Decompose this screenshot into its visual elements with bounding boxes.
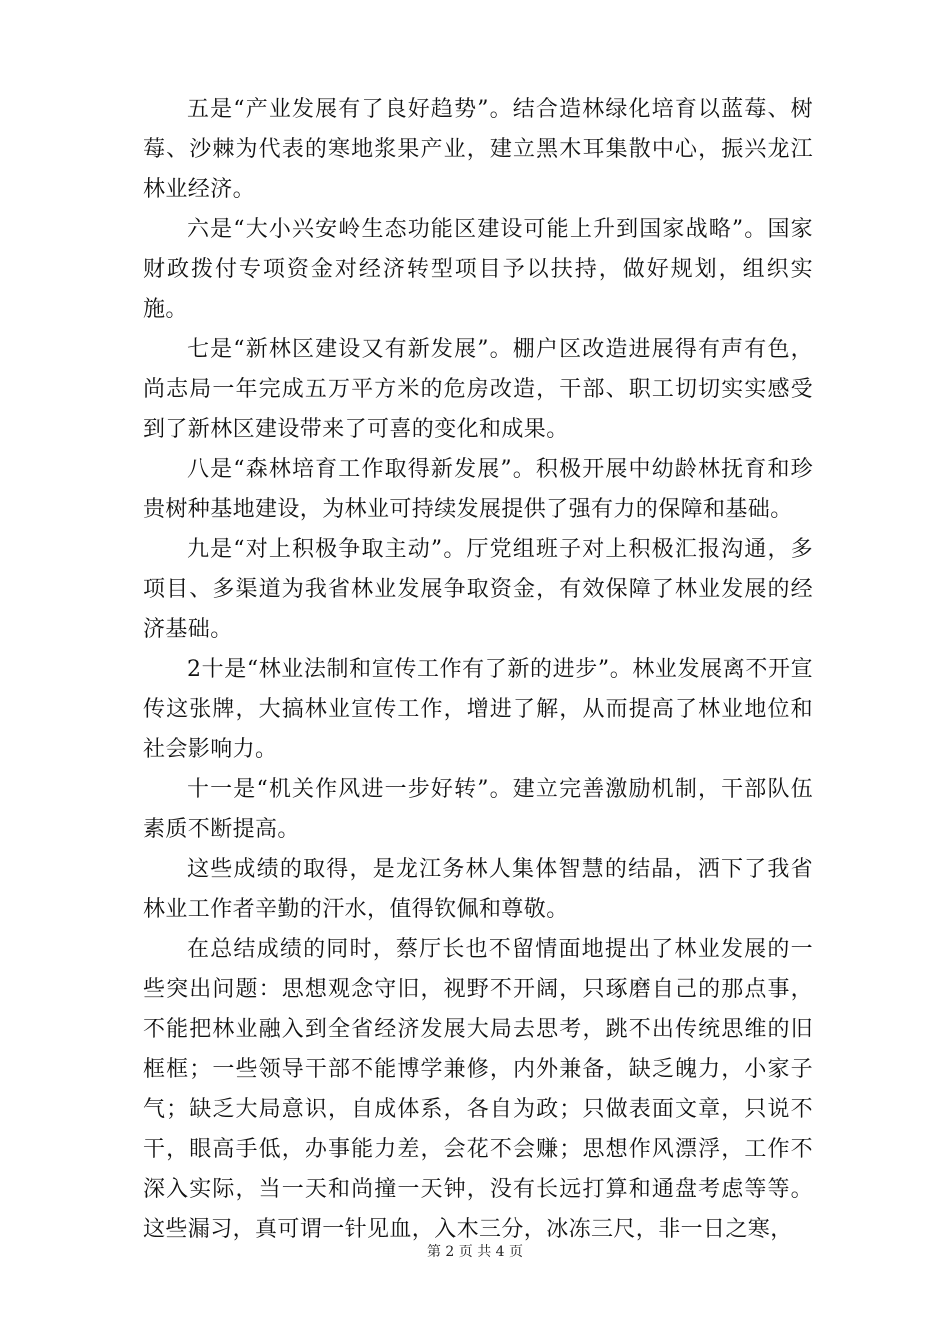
- paragraph-problems: 在总结成绩的同时，蔡厅长也不留情面地提出了林业发展的一些突出问题：思想观念守旧，视野不开阔，只琢磨自己的那点事，不能把林业融入到全省经济发展大局去思考，跳不出传统思维的旧框框；一些领导干部不能博学兼修，内外兼备，缺乏魄力，小家子气；缺乏大局意识，自成体系，各自为政；只做表面文章，只说不干，眼高手低，办事能力差，会花不会赚；思想作风漂浮，工作不深入实际，当一天和尚撞一天钟，没有长远打算和通盘考虑等等。这些漏习，真可谓一针见血，入木三分，冰冻三尺，非一日之寒，: [143, 937, 813, 1242]
- paragraph-7: 七是“新林区建设又有新发展”。棚户区改造进展得有声有色，尚志局一年完成五万平方米的危房改造，干部、职工切切实实感受到了新林区建设带来了可喜的变化和成果。: [143, 337, 813, 442]
- paragraph-10: 2十是“林业法制和宣传工作有了新的进步”。林业发展离不开宣传这张牌，大搞林业宣传工作，增进了解，从而提高了林业地位和社会影响力。: [143, 657, 813, 762]
- paragraph-6: 六是“大小兴安岭生态功能区建设可能上升到国家战略”。国家财政拨付专项资金对经济转型项目予以扶持，做好规划，组织实施。: [143, 217, 813, 322]
- paragraph-5: 五是“产业发展有了良好趋势”。结合造林绿化培育以蓝莓、树莓、沙棘为代表的寒地浆果产业，建立黑木耳集散中心，振兴龙江林业经济。: [143, 97, 813, 202]
- paragraph-8: 八是“森林培育工作取得新发展”。积极开展中幼龄林抚育和珍贵树种基地建设，为林业可持续发展提供了强有力的保障和基础。: [143, 457, 813, 522]
- document-body: [143, 90, 813, 1250]
- paragraph-11: 十一是“机关作风进一步好转”。建立完善激励机制，干部队伍素质不断提高。: [143, 777, 813, 842]
- paragraph-summary: 这些成绩的取得，是龙江务林人集体智慧的结晶，洒下了我省林业工作者辛勤的汗水，值得钦佩和尊敬。: [143, 857, 813, 922]
- paragraph-9: 九是“对上积极争取主动”。厅党组班子对上积极汇报沟通，多项目、多渠道为我省林业发展争取资金，有效保障了林业发展的经济基础。: [143, 537, 813, 642]
- page-number-footer: 第 2 页 共 4 页: [426, 1244, 524, 1260]
